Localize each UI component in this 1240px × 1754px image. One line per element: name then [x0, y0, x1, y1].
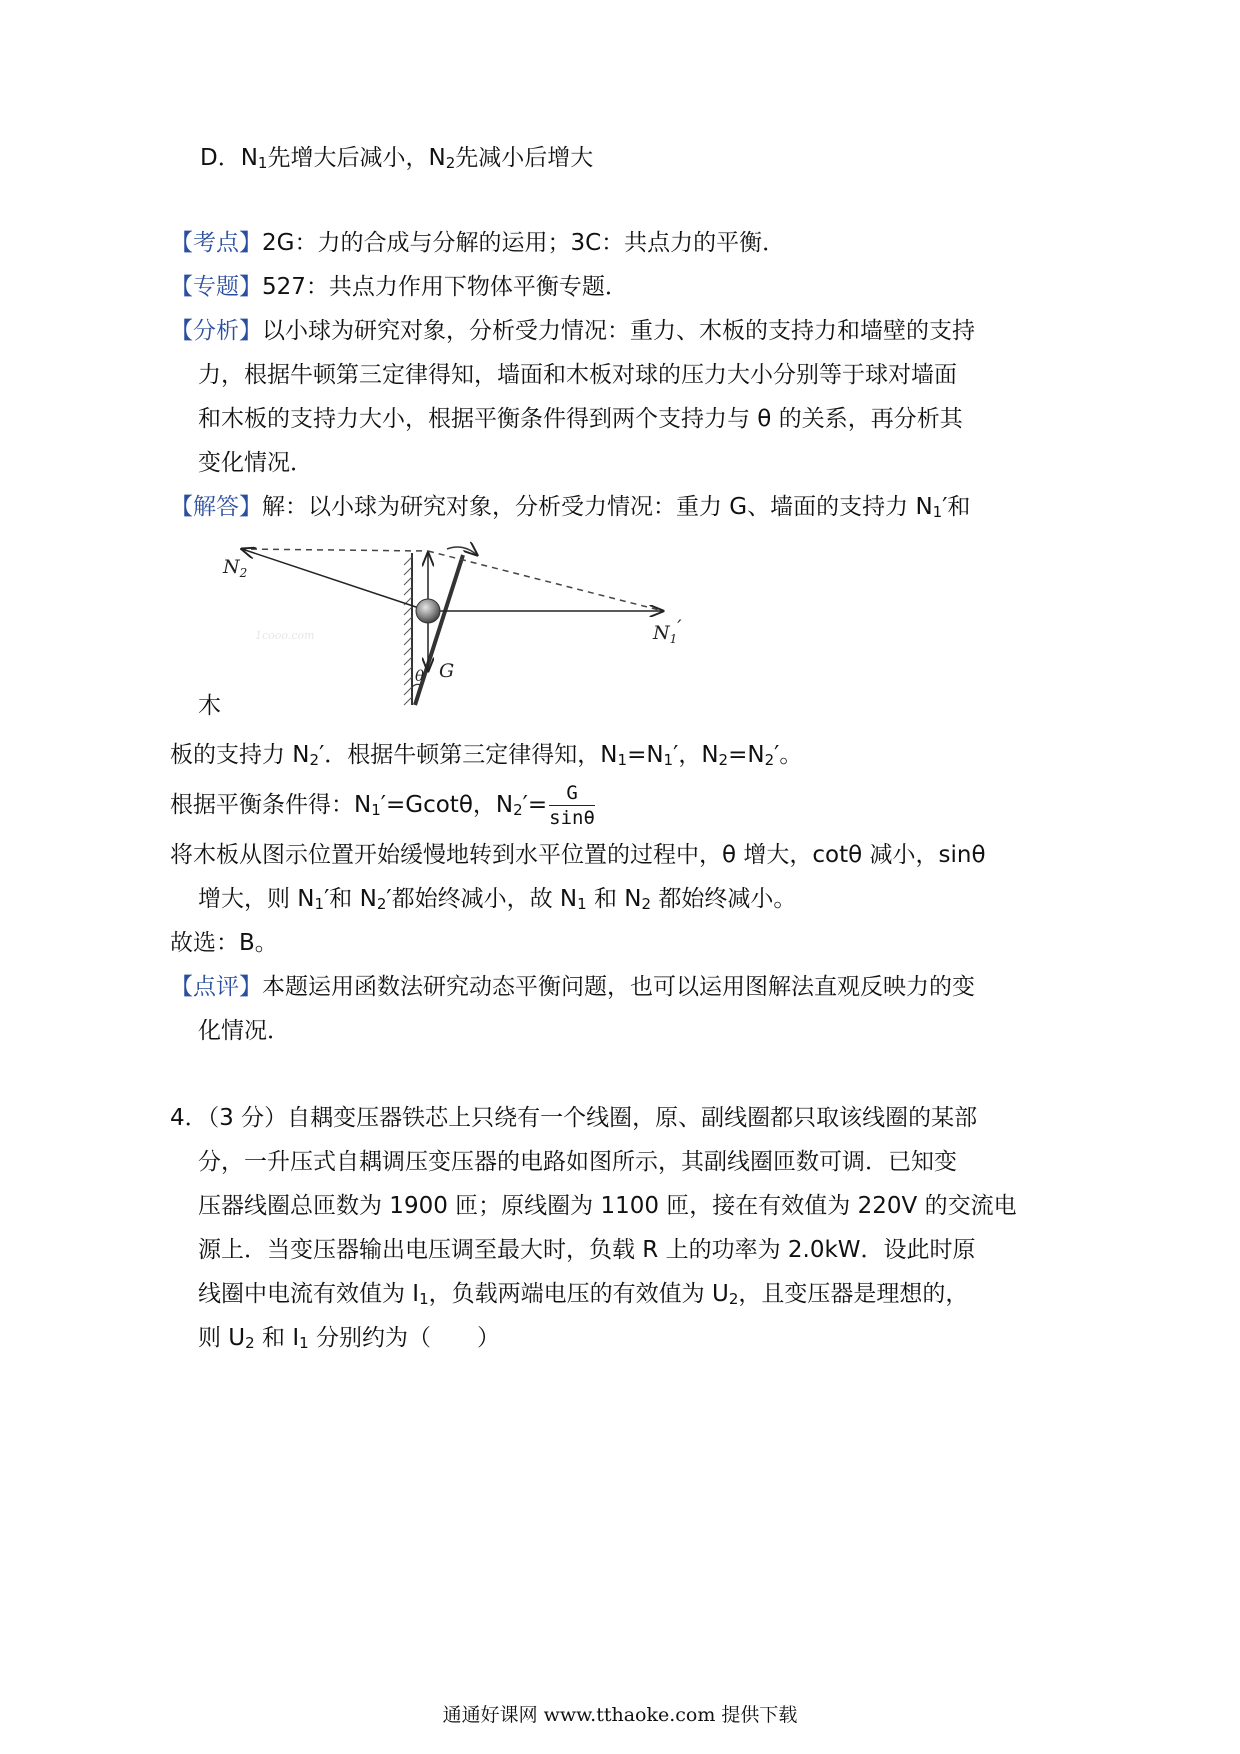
fenxi-line-1: 【分析】以小球为研究对象，分析受力情况：重力、木板的支持力和墙壁的支持 — [170, 318, 975, 344]
zhuanti-line: 【专题】527：共点力作用下物体平衡专题． — [170, 274, 628, 300]
dianping-line-1: 【点评】本题运用函数法研究动态平衡问题，也可以运用图解法直观反映力的变 — [170, 974, 975, 1000]
wall-hatch — [404, 557, 412, 705]
board-line: 板的支持力 $N_2'$．根据牛顿第三定律得知，$N_1=N_1'$，$N_2=N_2'$。 — [170, 742, 803, 769]
n1-label: $N_1'$ — [653, 616, 682, 646]
ball — [416, 599, 440, 623]
page-footer: 通通好课网 www.tthaoke.com 提供下载 — [442, 1704, 798, 1726]
q4-line-4: 源上．当变压器输出电压调至最大时，负载 R 上的功率为 2.0kW．设此时原 — [198, 1237, 976, 1263]
balance-line: 根据平衡条件得：$N_1'=Gcot\theta$，$N_2'=$ $\frac{G}{\sin\theta}$ — [170, 782, 595, 829]
rotate-line-2: 增大，则 $N_1'$和 $N_2'$都始终减小，故 $N_1$ 和 $N_2$ 都始终减小。 — [198, 886, 797, 913]
jieda-tag: 【解答】 — [170, 494, 262, 520]
jieda-line-1: 【解答】解：以小球为研究对象，分析受力情况：重力 G、墙面的支持力 $N_1'$和 — [170, 494, 971, 521]
q4-line-2: 分，一升压式自耦调压变压器的电路如图所示，其副线圈匝数可调．已知变 — [198, 1149, 957, 1175]
force-diagram — [215, 535, 705, 715]
fraction: $\frac{G}{\sin\theta}$ — [549, 782, 595, 829]
g-label: G — [439, 660, 455, 682]
answer-line: 故选：B。 — [170, 930, 278, 956]
theta-label: θ — [415, 667, 425, 685]
fenxi-line-4: 变化情况． — [198, 450, 313, 476]
rotation-arrow — [447, 547, 477, 555]
dianping-tag: 【点评】 — [170, 974, 262, 1000]
dianping-line-2: 化情况． — [198, 1018, 290, 1044]
q4-line-1: 4．（3 分）自耦变压器铁芯上只绕有一个线圈，原、副线圈都只取该线圈的某部 — [170, 1105, 978, 1131]
kaodian-tag: 【考点】 — [170, 230, 262, 256]
q4-line-3: 压器线圈总匝数为 1900 匝；原线圈为 1100 匝，接在有效值为 220V 的交流电 — [198, 1193, 1017, 1219]
watermark: 1cooo.com — [255, 629, 315, 642]
rotate-line-1: 将木板从图示位置开始缓慢地转到水平位置的过程中，θ 增大，cotθ 减小，sinθ — [170, 842, 986, 868]
option-d: D．$N_1$先增大后减小，$N_2$先减小后增大 — [200, 145, 594, 172]
kaodian-line: 【考点】2G：力的合成与分解的运用；3C：共点力的平衡． — [170, 230, 786, 256]
dashed-top — [240, 549, 428, 551]
dashed-diag — [428, 551, 663, 611]
q4-line-5: 线圈中电流有效值为 $I_1$，负载两端电压的有效值为 $U_2$，且变压器是理想的， — [198, 1281, 969, 1308]
fenxi-line-2: 力，根据牛顿第三定律得知，墙面和木板对球的压力大小分别等于球对墙面 — [198, 362, 957, 388]
mu-char: 木 — [198, 693, 221, 719]
n2-label: $N_2$ — [223, 556, 248, 580]
fenxi-tag: 【分析】 — [170, 318, 262, 344]
zhuanti-tag: 【专题】 — [170, 274, 262, 300]
q4-line-6: 则 $U_2$ 和 $I_1$ 分别约为（ ） — [198, 1325, 500, 1352]
fenxi-line-3: 和木板的支持力大小，根据平衡条件得到两个支持力与 θ 的关系，再分析其 — [198, 406, 963, 432]
n2-vector — [242, 549, 428, 611]
